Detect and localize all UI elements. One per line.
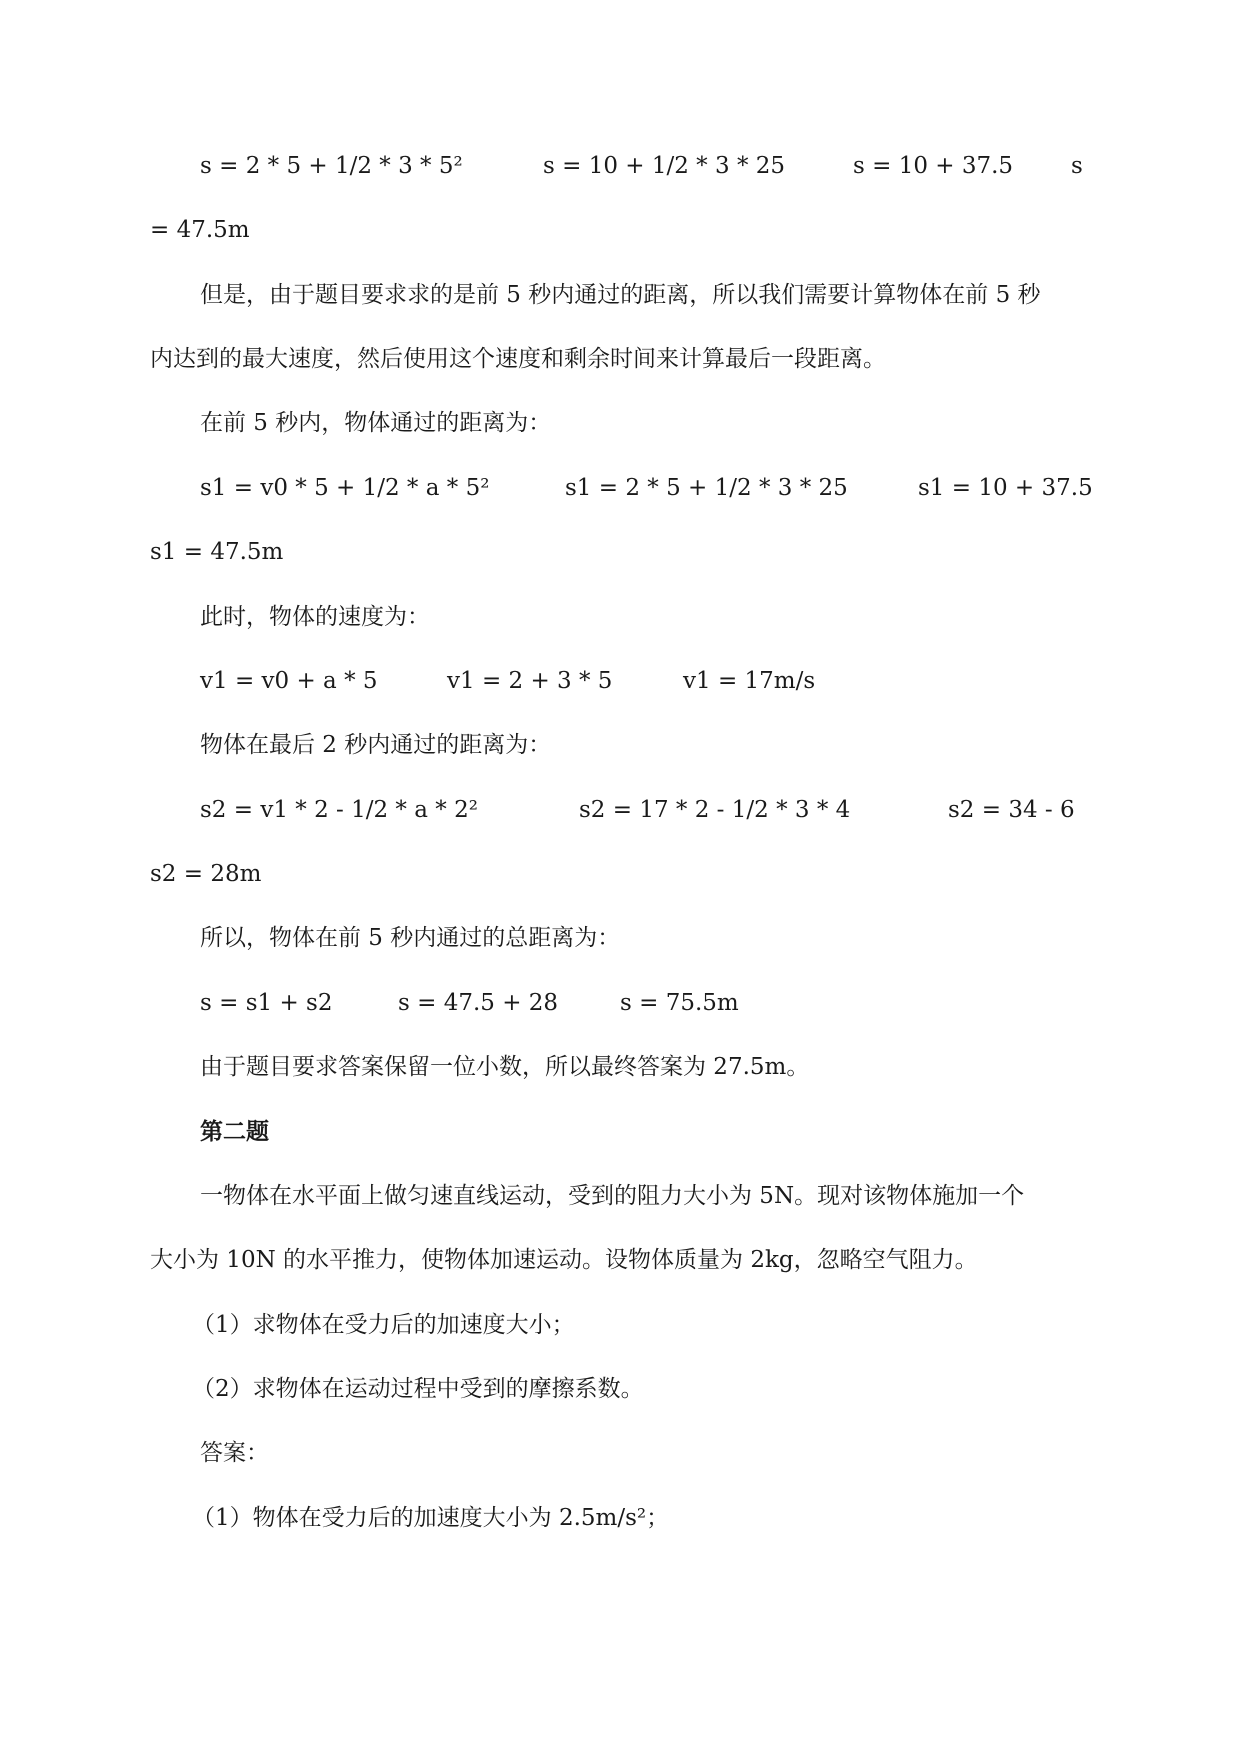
equation-5c: s = 75.5m [620, 990, 739, 1016]
equation-4b: s2 = 17 * 2 - 1/2 * 3 * 4 [579, 797, 851, 823]
equation-1d: s [1071, 153, 1083, 179]
question-1: （1）求物体在受力后的加速度大小； [192, 1312, 575, 1338]
equation-1c: s = 10 + 37.5 [853, 153, 1014, 179]
paragraph-4: 物体在最后 2 秒内通过的距离为： [200, 732, 552, 758]
equation-2a: s1 = v0 * 5 + 1/2 * a * 5² [200, 475, 490, 501]
equation-4a: s2 = v1 * 2 - 1/2 * a * 2² [200, 797, 478, 823]
paragraph-2: 在前 5 秒内，物体通过的距离为： [200, 410, 552, 436]
equation-3c: v1 = 17m/s [683, 668, 816, 694]
equation-5a: s = s1 + s2 [200, 990, 333, 1016]
paragraph-1-line-2: 内达到的最大速度，然后使用这个速度和剩余时间来计算最后一段距离。 [150, 346, 886, 372]
equation-2c: s1 = 10 + 37.5 [918, 475, 1093, 501]
equation-5b: s = 47.5 + 28 [398, 990, 559, 1016]
equation-3a: v1 = v0 + a * 5 [200, 668, 378, 694]
question-2: （2）求物体在运动过程中受到的摩擦系数。 [192, 1376, 644, 1402]
answer-1: （1）物体在受力后的加速度大小为 2.5m/s²； [192, 1505, 670, 1531]
paragraph-6: 由于题目要求答案保留一位小数，所以最终答案为 27.5m。 [200, 1054, 810, 1080]
equation-2b: s1 = 2 * 5 + 1/2 * 3 * 25 [565, 475, 848, 501]
equation-4-continuation: s2 = 28m [150, 861, 262, 887]
section-heading: 第二题 [200, 1118, 269, 1145]
problem-line-2: 大小为 10N 的水平推力，使物体加速运动。设物体质量为 2kg，忽略空气阻力。 [150, 1247, 978, 1273]
paragraph-5: 所以，物体在前 5 秒内通过的总距离为： [200, 925, 621, 951]
paragraph-1-line-1: 但是，由于题目要求求的是前 5 秒内通过的距离，所以我们需要计算物体在前 5 秒 [200, 282, 1041, 308]
equation-4c: s2 = 34 - 6 [948, 797, 1075, 823]
paragraph-3: 此时，物体的速度为： [200, 604, 430, 630]
equation-1a: s = 2 * 5 + 1/2 * 3 * 5² [200, 153, 463, 179]
equation-2-continuation: s1 = 47.5m [150, 539, 284, 565]
equation-3b: v1 = 2 + 3 * 5 [447, 668, 613, 694]
equation-1-continuation: = 47.5m [150, 217, 250, 243]
equation-1b: s = 10 + 1/2 * 3 * 25 [543, 153, 786, 179]
problem-line-1: 一物体在水平面上做匀速直线运动，受到的阻力大小为 5N。现对该物体施加一个 [200, 1183, 1025, 1209]
answer-label: 答案： [200, 1440, 269, 1466]
